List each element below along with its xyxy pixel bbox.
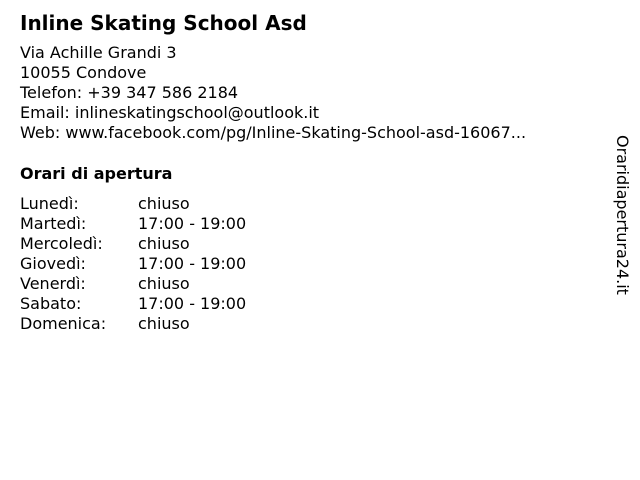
business-title: Inline Skating School Asd bbox=[20, 11, 307, 35]
day-hours: 17:00 - 19:00 bbox=[138, 214, 247, 233]
web-line: Web: www.facebook.com/pg/Inline-Skating-School-asd-16067... bbox=[20, 123, 527, 142]
day-label: Mercoledì: bbox=[20, 234, 103, 253]
city-line: 10055 Condove bbox=[20, 63, 147, 82]
day-label: Lunedì: bbox=[20, 194, 79, 213]
hours-row-friday bbox=[20, 274, 246, 294]
phone-line: Telefon: +39 347 586 2184 bbox=[20, 83, 239, 102]
day-label: Domenica: bbox=[20, 314, 107, 333]
day-hours: 17:00 - 19:00 bbox=[138, 294, 247, 313]
day-label: Venerdì: bbox=[20, 274, 86, 293]
site-watermark: Oraridiapertura24.it bbox=[613, 135, 632, 295]
hours-row-thursday bbox=[20, 254, 246, 274]
hours-row-saturday bbox=[20, 294, 246, 314]
day-hours: chiuso bbox=[138, 314, 190, 333]
day-hours: 17:00 - 19:00 bbox=[138, 254, 247, 273]
day-label: Giovedì: bbox=[20, 254, 86, 273]
contact-info bbox=[20, 43, 526, 143]
day-hours: chiuso bbox=[138, 274, 190, 293]
email-line: Email: inlineskatingschool@outlook.it bbox=[20, 103, 320, 122]
opening-hours-heading: Orari di apertura bbox=[20, 164, 173, 183]
address-line: Via Achille Grandi 3 bbox=[20, 43, 177, 62]
opening-hours-table bbox=[20, 194, 246, 334]
hours-row-monday bbox=[20, 194, 246, 214]
day-hours: chiuso bbox=[138, 194, 190, 213]
hours-row-tuesday bbox=[20, 214, 246, 234]
day-label: Martedì: bbox=[20, 214, 87, 233]
hours-row-sunday bbox=[20, 314, 246, 334]
day-label: Sabato: bbox=[20, 294, 82, 313]
day-hours: chiuso bbox=[138, 234, 190, 253]
hours-row-wednesday bbox=[20, 234, 246, 254]
